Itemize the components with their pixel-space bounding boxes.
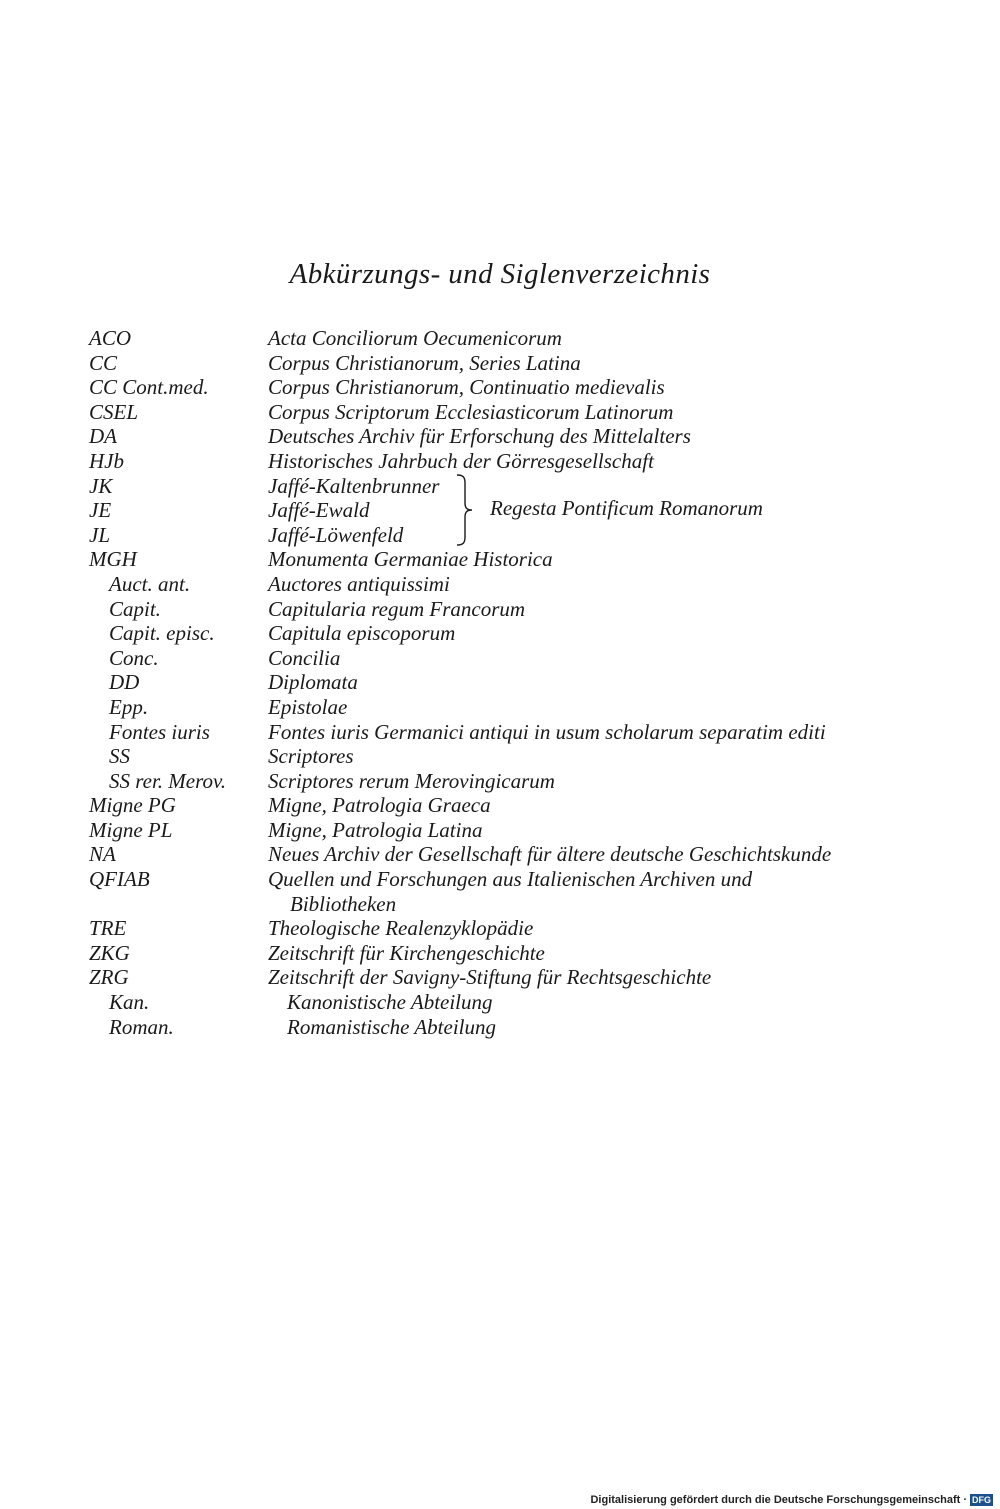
abbreviation: CSEL bbox=[89, 399, 139, 424]
expansion: Corpus Scriptorum Ecclesiasticorum Latinorum bbox=[268, 399, 674, 424]
list-item bbox=[0, 744, 1000, 769]
abbreviation: HJb bbox=[89, 448, 124, 473]
list-item bbox=[0, 547, 1000, 572]
abbreviation: TRE bbox=[89, 916, 127, 941]
abbreviation: CC bbox=[89, 350, 118, 375]
abbreviation: JK bbox=[89, 473, 113, 498]
list-item bbox=[0, 941, 1000, 966]
list-item bbox=[0, 400, 1000, 425]
expansion: Migne, Patrologia Latina bbox=[268, 817, 483, 842]
abbreviation: MGH bbox=[89, 547, 137, 572]
expansion: Romanistische Abteilung bbox=[287, 1014, 497, 1039]
abbreviation: Auct. ant. bbox=[109, 571, 191, 596]
expansion: Kanonistische Abteilung bbox=[287, 990, 493, 1015]
list-item bbox=[0, 793, 1000, 818]
expansion: Neues Archiv der Gesellschaft für ältere deutsche Geschichtskunde bbox=[268, 842, 832, 867]
funding-notice bbox=[590, 1494, 993, 1506]
abbreviation: ACO bbox=[89, 326, 131, 350]
expansion: Theologische Realenzyklopädie bbox=[268, 916, 534, 941]
expansion: Auctores antiquissimi bbox=[268, 571, 450, 596]
abbreviation: NA bbox=[89, 842, 116, 867]
brace-label: Regesta Pontificum Romanorum bbox=[490, 496, 763, 520]
list-item bbox=[0, 351, 1000, 376]
list-item bbox=[0, 1015, 1000, 1040]
expansion: Corpus Christianorum, Continuatio medievalis bbox=[268, 375, 665, 400]
expansion: Acta Conciliorum Oecumenicorum bbox=[268, 326, 562, 350]
list-item bbox=[0, 523, 1000, 548]
abbreviation: Roman. bbox=[109, 1014, 174, 1039]
expansion: Monumenta Germaniae Historica bbox=[268, 547, 553, 572]
list-item bbox=[0, 375, 1000, 400]
list-item bbox=[0, 818, 1000, 843]
abbreviation-list bbox=[0, 326, 1000, 1039]
abbreviation: Conc. bbox=[109, 645, 159, 670]
abbreviation: Migne PG bbox=[89, 793, 176, 818]
expansion: Zeitschrift der Savigny-Stiftung für Rechtsgeschichte bbox=[268, 965, 712, 990]
list-item bbox=[0, 916, 1000, 941]
abbreviation: SS rer. Merov. bbox=[109, 768, 227, 793]
abbreviation: SS bbox=[109, 744, 130, 769]
list-item bbox=[0, 965, 1000, 990]
abbreviation: JL bbox=[89, 522, 110, 547]
list-item bbox=[0, 572, 1000, 597]
abbreviation: Fontes iuris bbox=[109, 719, 210, 744]
expansion: Scriptores rerum Merovingicarum bbox=[268, 768, 555, 793]
expansion: Jaffé-Löwenfeld bbox=[268, 522, 404, 547]
right-brace-icon bbox=[453, 473, 477, 547]
expansion: Corpus Christianorum, Series Latina bbox=[268, 350, 581, 375]
page-title: Abkürzungs- und Siglenverzeichnis bbox=[289, 258, 711, 290]
expansion: Historisches Jahrbuch der Görresgesellschaft bbox=[268, 448, 654, 473]
expansion: Quellen und Forschungen aus Italienischen Archiven und Bibliotheken bbox=[268, 867, 753, 916]
abbreviation: QFIAB bbox=[89, 867, 150, 892]
list-item bbox=[0, 449, 1000, 474]
expansion: Zeitschrift für Kirchengeschichte bbox=[268, 940, 545, 965]
expansion: Epistolae bbox=[268, 694, 348, 719]
expansion: Capitularia regum Francorum bbox=[268, 596, 526, 621]
list-item bbox=[0, 769, 1000, 794]
list-item bbox=[0, 621, 1000, 646]
list-item bbox=[0, 867, 1000, 916]
abbreviation: Epp. bbox=[109, 694, 149, 719]
expansion: Migne, Patrologia Graeca bbox=[268, 793, 491, 818]
list-item bbox=[0, 842, 1000, 867]
expansion: Fontes iuris Germanici antiqui in usum scholarum separatim editi bbox=[268, 719, 826, 744]
expansion: Jaffé-Ewald bbox=[268, 498, 370, 523]
funding-text: Digitalisierung gefördert durch die Deutsche Forschungsgemeinschaft · bbox=[590, 1494, 967, 1506]
dfg-logo: DFG bbox=[972, 1495, 991, 1505]
expansion: Concilia bbox=[268, 645, 341, 670]
expansion: Scriptores bbox=[268, 744, 354, 769]
abbreviation: Capit. episc. bbox=[109, 621, 215, 646]
list-item bbox=[0, 597, 1000, 622]
abbreviation: Migne PL bbox=[89, 817, 173, 842]
list-item bbox=[0, 695, 1000, 720]
abbreviation: CC Cont.med. bbox=[89, 375, 209, 400]
expansion: Capitula episcoporum bbox=[268, 621, 456, 646]
list-item bbox=[0, 720, 1000, 745]
abbreviation: ZRG bbox=[89, 965, 129, 990]
expansion: Jaffé-Kaltenbrunner bbox=[268, 473, 440, 498]
list-item bbox=[0, 646, 1000, 671]
list-item bbox=[0, 474, 1000, 499]
abbreviation: Capit. bbox=[109, 596, 161, 621]
abbreviation: DD bbox=[109, 670, 140, 695]
abbreviation: Kan. bbox=[109, 990, 150, 1015]
expansion: Deutsches Archiv für Erforschung des Mittelalters bbox=[268, 424, 691, 449]
list-item bbox=[0, 424, 1000, 449]
list-item bbox=[0, 990, 1000, 1015]
abbreviation: DA bbox=[89, 424, 117, 449]
abbreviation: JE bbox=[89, 498, 112, 523]
abbreviation: ZKG bbox=[89, 940, 130, 965]
list-item bbox=[0, 326, 1000, 351]
expansion: Diplomata bbox=[268, 670, 358, 695]
list-item bbox=[0, 670, 1000, 695]
